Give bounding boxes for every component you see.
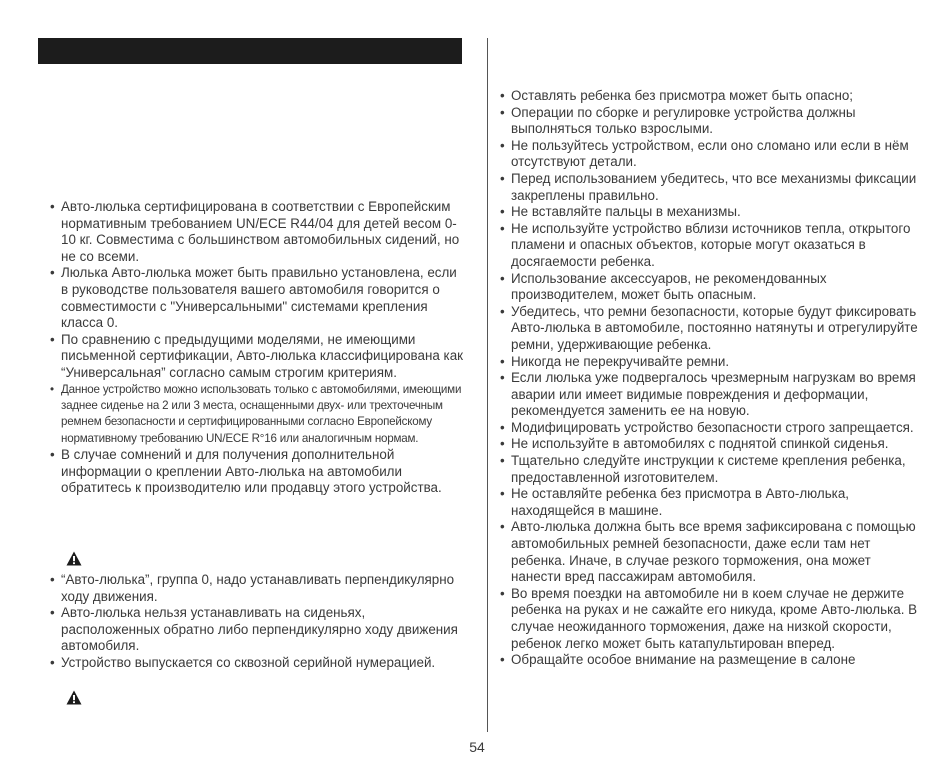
column-divider	[487, 38, 488, 732]
warning-triangle-icon	[66, 690, 82, 705]
list-item: • “Авто-люлька”, группа 0, надо устанавливать перпендикулярно ходу движения.	[50, 572, 466, 605]
list-item: • Перед использованием убедитесь, что все механизмы фиксации закреплены правильно.	[500, 171, 918, 204]
list-item: • Убедитесь, что ремни безопасности, которые будут фиксировать Авто-люлька в автомобиле, постоянно натянуты и отрегулируйте ремни, удерживающие ребенка.	[500, 304, 918, 354]
list-item: • Модифицировать устройство безопасности строго запрещается.	[500, 420, 918, 437]
section-header-bar	[38, 38, 462, 64]
list-item: • Люлька Авто-люлька может быть правильно установлена, если в руководстве пользователя вашего автомобиля говорится о совместимости с "Универсальными" системами крепления класса 0.	[50, 265, 466, 331]
safety-warnings-list	[500, 88, 918, 669]
list-item: • Если люлька уже подвергалось чрезмерным нагрузкам во время аварии или имеет видимые повреждения и деформации, рекомендуется заменить ее на новую.	[500, 370, 918, 420]
compliance-list	[50, 199, 466, 497]
list-item: • По сравнению с предыдущими моделями, не имеющими письменной сертификации, Авто-люлька классифицирована как “Универсальная” согласно самым строгим критериям.	[50, 332, 466, 382]
list-item: • Данное устройство можно использовать только с автомобилями, имеющими заднее сиденье на 2 или 3 места, оснащенными двух- или трехточечным ремнем безопасности и сертифицированными согласно Европейскому нормативному требованию UN/ECE R°16 или аналогичным нормам.	[50, 382, 466, 448]
list-item: • Не оставляйте ребенка без присмотра в Авто-люлька, находящейся в машине.	[500, 486, 918, 519]
list-item: • Операции по сборке и регулировке устройства должны выполняться только взрослыми.	[500, 105, 918, 138]
warning-triangle-icon	[66, 551, 82, 566]
list-item: • Не вставляйте пальцы в механизмы.	[500, 204, 918, 221]
page-number: 54	[469, 739, 485, 755]
list-item: • Устройство выпускается со сквозной серийной нумерацией.	[50, 655, 466, 672]
installation-warnings-list	[50, 572, 466, 672]
list-item: • В случае сомнений и для получения дополнительной информации о креплении Авто-люлька на автомобили обратитесь к производителю или продавцу этого устройства.	[50, 447, 466, 497]
list-item: • Авто-люлька нельзя устанавливать на сиденьях, расположенных обратно либо перпендикулярно ходу движения автомобиля.	[50, 605, 466, 655]
list-item: • Авто-люлька сертифицирована в соответствии с Европейским нормативным требованием UN/ECE R44/04 для детей весом 0-10 кг. Совместима с большинством автомобильных сидений, но не со всеми.	[50, 199, 466, 265]
list-item: • Не используйте в автомобилях с поднятой спинкой сиденья.	[500, 436, 918, 453]
list-item: • Никогда не перекручивайте ремни.	[500, 354, 918, 371]
list-item: • Оставлять ребенка без присмотра может быть опасно;	[500, 88, 918, 105]
list-item: • Использование аксессуаров, не рекомендованных производителем, может быть опасным.	[500, 271, 918, 304]
list-item: • Во время поездки на автомобиле ни в коем случае не держите ребенка на руках и не сажайте его никуда, кроме Авто-люлька. В случае неожиданного торможения, даже на низкой скорости, ребенок легко может быть катапультирован вперед.	[500, 586, 918, 652]
list-item: • Тщательно следуйте инструкции к системе крепления ребенка, предоставленной изготовителем.	[500, 453, 918, 486]
list-item: • Обращайте особое внимание на размещение в салоне	[500, 652, 918, 669]
list-item: • Авто-люлька должна быть все время зафиксирована с помощью автомобильных ремней безопасности, даже если там нет ребенка. Иначе, в случае резкого торможения, она может нанести вред пассажирам автомобиля.	[500, 519, 918, 585]
list-item: • Не используйте устройство вблизи источников тепла, открытого пламени и опасных объектов, которые могут оказаться в досягаемости ребенка.	[500, 221, 918, 271]
list-item: • Не пользуйтесь устройством, если оно сломано или если в нём отсутствуют детали.	[500, 138, 918, 171]
